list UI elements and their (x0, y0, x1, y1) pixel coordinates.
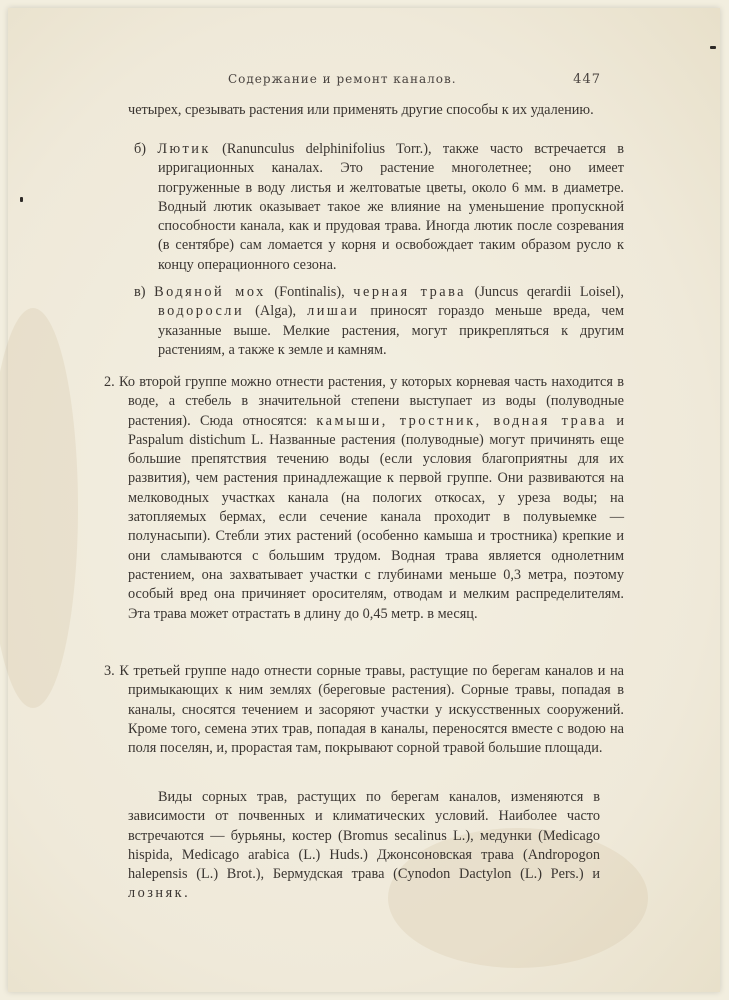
item-marker: б) (134, 141, 147, 157)
item-text: К третьей группе надо отнести сорные травы, растущие по берегам каналов и на примыкающих к ним землях (береговые растения). Сорные травы, попадая в каналы, сносятся течением и засоряют участки у искусственных сооружений. Кроме того, семена этих трав, попадая в каналы, переносятся вместе с водою на поля поселян, и, прорастая там, покрывают сорной травой большие площади. (119, 663, 624, 757)
item-text: (Ranunculus delphinifolius Torr.), также часто встречается в ирригационных каналах. Это растение многолетнее; оно имеет погруженные в воду листья и желтоватые цветы, около 6 мм. в диаметре. Водный лютик оказывает такое же влияние на уменьшение пропускной способности канала, как и прудовая трава. Иногда лютик после созревания (в сентябре) сам ломается у корня и освобождает таким образом русло к концу операционного сезона. (158, 141, 624, 273)
numbered-item-3 (104, 662, 624, 758)
plant-name: Водяной мох (154, 284, 266, 300)
list-item-b (134, 140, 624, 275)
plant-name: лозняк (128, 885, 185, 902)
paragraph-text: . (184, 885, 188, 902)
plant-name: черная трава (353, 284, 466, 300)
plant-name: водоросли (158, 303, 245, 320)
item-marker: 2. (104, 374, 115, 390)
item-text: приносят гораздо меньше вреда, чем указанные выше. Мелкие растения, могут прикрепляться к другим растениям, а также к земле и камням. (158, 303, 624, 358)
continued-paragraph (128, 101, 600, 120)
item-text: (Alga), (244, 303, 308, 320)
weeds-paragraph (128, 788, 600, 904)
item-text: и Paspalum distichum L. Названные растения (полуводные) могут причинять еще большие препятствия течению воды (если условия благоприятны для их развития), чем растения принадлежащие к первой группе. Они развиваются на мелководных участках канала (на пологих откосах, у уреза воды; на затопляемых бермах, если сечение канала проходит в полувыемке — полунасыпи). Стебли этих растений (особенно камыша и тростника) крепкие и они сламываются с большим трудом. Водная трава является однолетним растением, она захватывает участки с глубинами меньше 0,3 метра, поэтому особый вред она причиняет оросителям, отводам и мелким распределителям. Эта трава может отрастать в длину до 0,45 метр. в месяц. (128, 412, 624, 622)
paragraph-text: четырех, срезывать растения или применять другие способы к их удалению. (128, 102, 594, 118)
item-text: (Juncus qerardii Loisel), (465, 284, 624, 300)
page-number: 447 (573, 72, 601, 87)
numbered-item-2 (104, 373, 624, 624)
list-item-v (134, 283, 624, 360)
plant-name: камыши, тростник, водная трава (316, 412, 607, 429)
item-marker: 3. (104, 663, 115, 679)
paragraph-text: Виды сорных трав, растущих по берегам каналов, изменяются в зависимости от почвенных и климатических условий. Наиболее часто встречаются — бурьяны, костер (Bromus secalinus L.), медунки (Medicago hispida, Medicago arabica (L.) Huds.) Джонсоновская трава (Andropogon halepensis (L.) Brot.), Бермудская трава (Cynodon Dactylon (L.) Pers.) и (128, 789, 600, 883)
ink-speck (710, 46, 716, 49)
plant-name: лишаи (307, 303, 360, 320)
item-text: Ко второй группе можно отнести растения, у которых корневая часть находится в воде, а стебель в значительной степени выступает из воды (полуводные растения). Сюда относятся: (119, 374, 625, 429)
running-head: Содержание и ремонт каналов. (228, 72, 457, 86)
item-marker: в) (134, 284, 146, 300)
ink-speck (20, 197, 23, 202)
paper-stain (0, 308, 78, 708)
plant-name: Лютик (157, 141, 211, 157)
item-text: (Fontinalis), (265, 284, 354, 300)
